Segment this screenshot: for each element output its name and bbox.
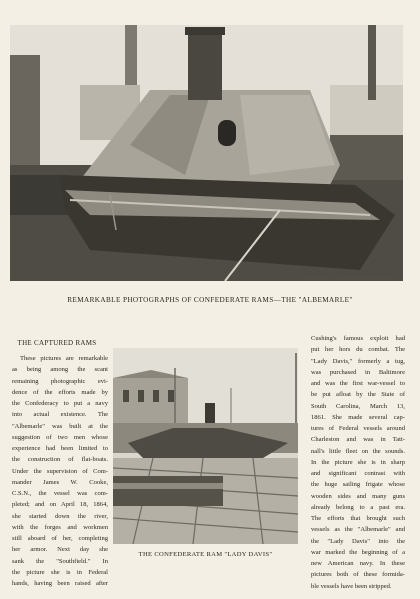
article-left-column xyxy=(12,353,108,589)
article-text-line: the picture she is in Federal xyxy=(12,568,108,576)
article-text-line: with the forges and workmen xyxy=(12,523,108,531)
article-text-line: and was the first war-vessel to xyxy=(311,380,405,387)
article-text-line: pleted; and on April 18, 1864, xyxy=(12,501,108,509)
article-text-line: sank the "Southfield." In xyxy=(12,557,108,565)
article-text-line: The efforts that brought such xyxy=(311,515,405,522)
article-text-line: the huge sailing frigate whose xyxy=(311,481,405,489)
article-text-line: vessels as the "Albemarle" and xyxy=(311,526,405,534)
article-text-line: new American navy. In these xyxy=(311,560,405,567)
article-text-line: ble vessels have been stripped. xyxy=(311,582,392,590)
top-photo-caption: REMARKABLE PHOTOGRAPHS OF CONFEDERATE RAMS—THE "ALBEMARLE" xyxy=(67,296,353,304)
article-text-line: put her hors du combat. The xyxy=(311,346,405,354)
article-text-line: mander James W. Cooke, xyxy=(12,478,108,486)
article-text-line: "Lady Davis," formerly a tug, xyxy=(311,357,405,365)
article-right-column xyxy=(311,333,405,592)
lady-davis-photo xyxy=(113,348,298,544)
article-text-line: the "Lady Davis" into the xyxy=(311,537,405,545)
article-text-line: still aboard of her, completing xyxy=(12,535,108,542)
article-text-line: pictures both of these formida- xyxy=(311,571,405,579)
article-text-line: C.S.N., the vessel was com- xyxy=(12,490,108,497)
article-text-line: the Confederacy to put a navy xyxy=(12,400,108,407)
article-text-line: wooden sides and many guns xyxy=(311,492,405,500)
article-text-line: Charleston and was in Tatt- xyxy=(311,436,405,444)
albemarle-photo-drawing xyxy=(10,25,403,281)
article-text-line: Under the supervision of Com- xyxy=(12,467,108,475)
article-heading: THE CAPTURED RAMS xyxy=(17,339,97,347)
bottom-photo-caption: THE CONFEDERATE RAM "LADY DAVIS" xyxy=(138,551,273,558)
article-text-line: already belong to a past era. xyxy=(311,503,405,511)
article-text-line: and significant contrast with xyxy=(311,470,405,477)
article-text-line: nall's little fleet on the sounds. xyxy=(311,447,405,455)
article-text-line: 1861. She made several cap- xyxy=(311,413,405,421)
article-text-line: she started down the river, xyxy=(12,512,108,520)
article-text-line: tures of Federal vessels around xyxy=(311,425,405,432)
article-text-line: as being among the scant xyxy=(12,366,108,374)
article-text-line: experience had been limited to xyxy=(12,445,108,452)
article-text-line: into actual existence. The xyxy=(12,411,108,419)
albemarle-photo xyxy=(10,25,403,281)
photo-copyright: COPYRIGHT, 1911, REVIEW OF REVIEWS CO. xyxy=(304,275,399,280)
article-text-line: her armor. Next day she xyxy=(12,546,108,554)
article-text-line: South Carolina, March 13, xyxy=(311,402,405,410)
article-text-line: be put afloat by the State of xyxy=(311,391,405,399)
article-text-line: suggestion of two men whose xyxy=(12,433,108,441)
article-text-line: dence of the efforts made by xyxy=(12,388,108,396)
article-text-line: was purchased in Baltimore xyxy=(311,368,405,376)
article-text-line: hands, having been raised after xyxy=(12,580,108,587)
article-text-line: the construction of flat-boats. xyxy=(12,456,108,464)
article-text-line: These pictures are remarkable xyxy=(20,355,108,362)
article-text-line: In the picture she is in sharp xyxy=(311,458,405,466)
lady-davis-photo-drawing xyxy=(113,348,298,544)
article-text-line: war marked the beginning of a xyxy=(311,548,405,556)
article-text-line: "Albemarle" was built at the xyxy=(12,422,108,430)
article-text-line: Cushing's famous exploit had xyxy=(311,335,405,342)
article-text-line: remaining photographic evi- xyxy=(12,377,108,385)
